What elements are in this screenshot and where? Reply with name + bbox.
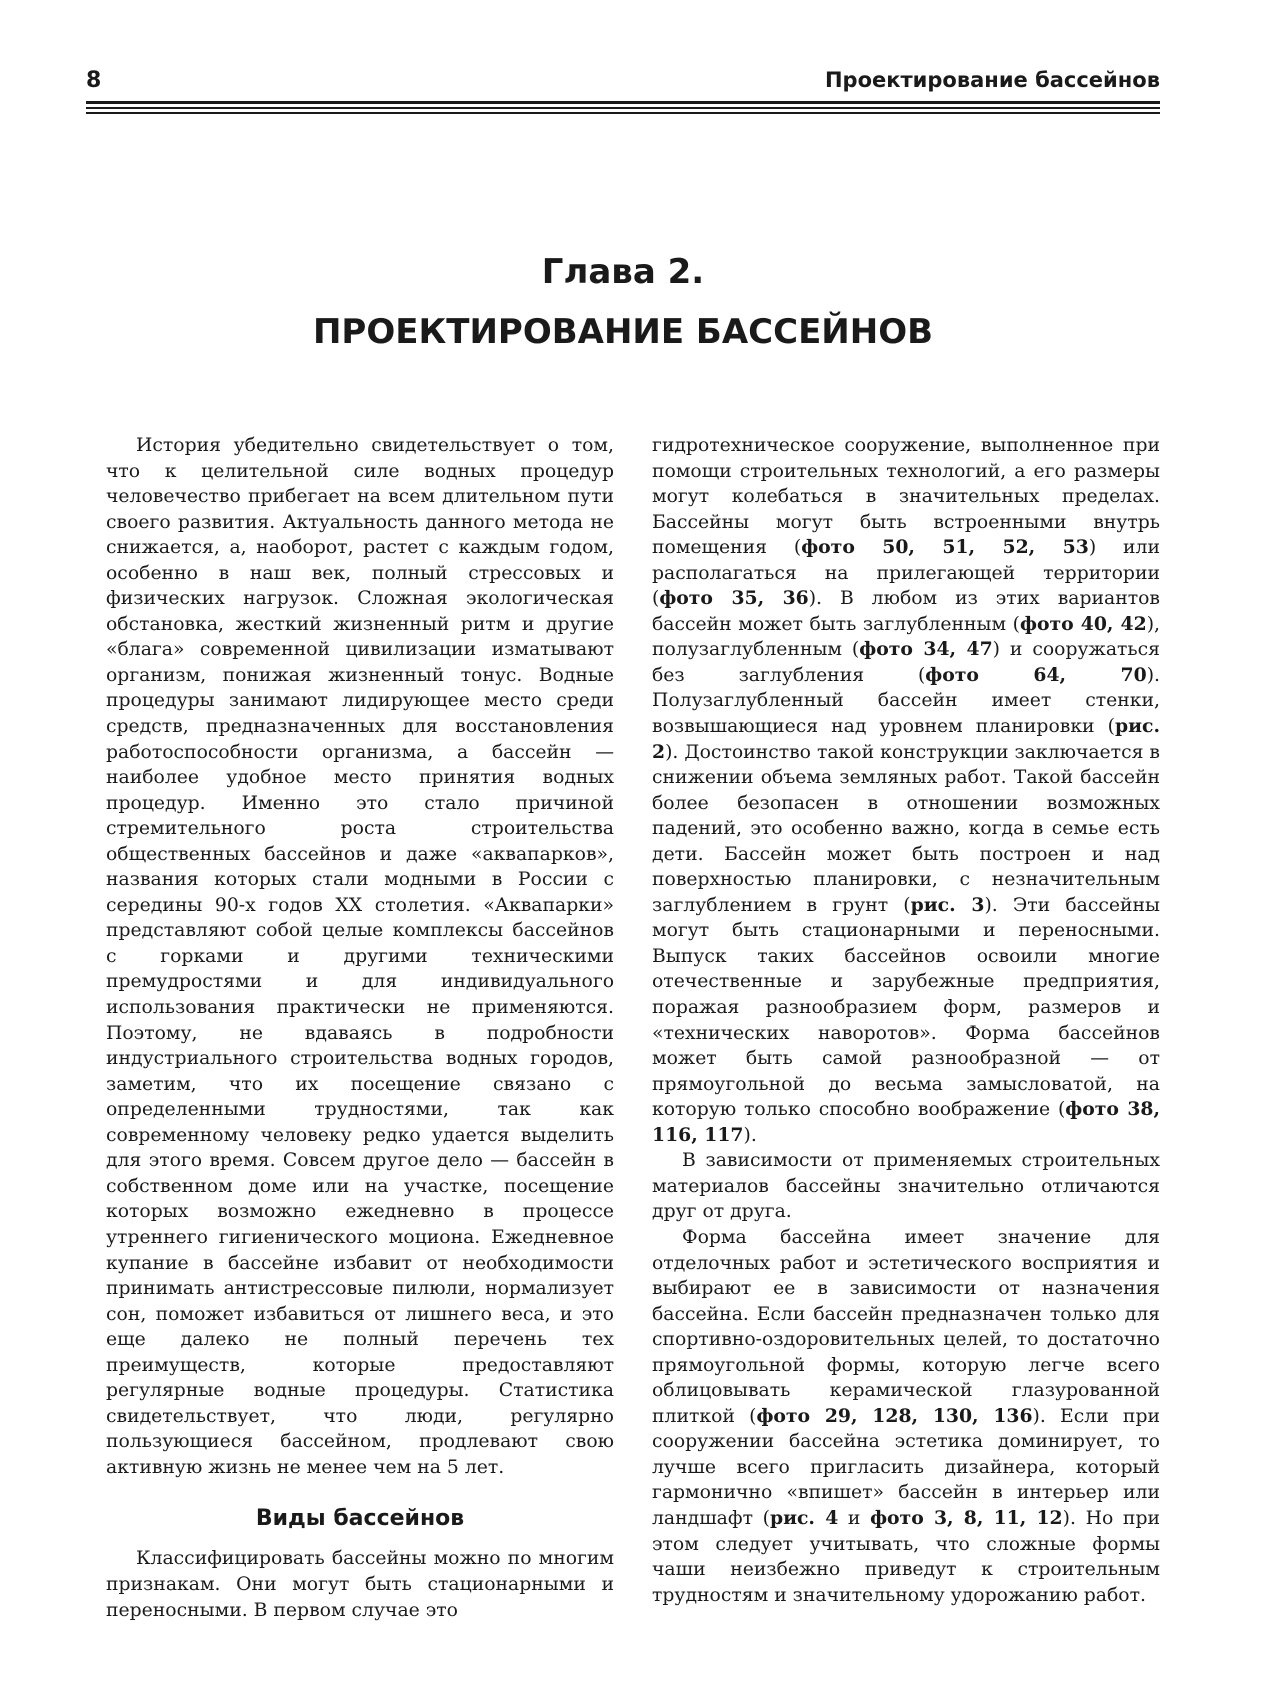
paragraph: История убедительно свидетельствует о том, что к целительной силе водных процедур человечество прибегает на всем длительном пути своего развития. Актуальность данного метода не снижается, а, наоборот, растет с каждым годом, особенно в наш век, полный стрессовых и физических нагрузок. Сложная экологическая обстановка, жесткий жизненный ритм и другие «блага» современной цивилизации изматывают организм, понижая жизненный тонус. Водные процедуры занимают лидирующее место среди средств, предназначенных для восстановления работоспособности организма, а бассейн — наиболее удобное место принятия водных процедур. Именно это стало причиной стремительного роста строительства общественных бассейнов и даже «аквапарков», названия которых стали модными в России с середины 90-х годов XX столетия. «Аквапарки» представляют собой целые комплексы бассейнов с горками и другими техническими премудростями и для индивидуального использования практически не применяются. Поэтому, не вдаваясь в подробности индустриального строительства водных городов, заметим, что их посещение связано с определенными трудностями, так как современному человеку редко удается выделить для этого время. Совсем другое дело — бассейн в собственном доме или на участке, посещение которых возможно ежедневно в процессе утреннего гигиенического моциона. Ежедневное купание в бассейне избавит от необходимости принимать антистрессовые пилюли, нормализует сон, поможет избавиться от лишнего веса, и это еще далеко не полный перечень тех преимуществ, которые предоставляют регулярные водные процедуры. Статистика свидетельствует, что люди, регулярно пользующиеся бассейном, продлевают свою активную жизнь не менее чем на 5 лет.	[106, 435, 614, 1478]
photo-reference: фото 40, 42	[1020, 612, 1147, 635]
text-run: ), полузаглубленным (	[652, 613, 1160, 661]
page-header	[86, 68, 1160, 98]
paragraph: Классифицировать бассейны можно по многим признакам. Они могут быть стационарными и переносными. В первом случае это	[106, 1548, 614, 1621]
running-title: Проектирование бассейнов	[824, 68, 1160, 92]
text-run: ). В любом из этих вариантов бассейн может быть заглубленным (	[652, 588, 1160, 635]
text-run: гидротехническое сооружение, выполненное при помощи строительных технологий, а его размеры могут колебаться в значительных пределах. Бассейны могут быть встроенными внутрь помещения (	[652, 435, 1160, 559]
paragraph	[652, 433, 1160, 1148]
photo-reference: фото 64, 70	[925, 663, 1147, 686]
paragraph: В зависимости от применяемых строительных материалов бассейны значительно отличаются друг от друга.	[652, 1150, 1160, 1223]
figure-reference: рис. 3	[910, 893, 985, 916]
header-rule	[86, 101, 1160, 104]
text-run: ). Полузаглубленный бассейн имеет стенки, возвышающиеся над уровнем планировки (	[652, 664, 1160, 738]
page-number: 8	[86, 68, 102, 93]
header-rule	[86, 107, 1160, 109]
text-run: ). Но при этом следует учитывать, что сложные формы чаши неизбежно приведут к строительным трудностям и значительному удорожанию работ.	[652, 1507, 1160, 1606]
text-run: и	[838, 1507, 871, 1529]
section-heading: Виды бассейнов	[255, 1506, 465, 1532]
photo-reference: фото 38, 116, 117	[652, 1098, 1161, 1146]
text-run: ). Достоинство такой конструкции заключается в снижении объема земляных работ. Такой бассейн более безопасен в отношении возможных падений, это особенно важно, когда в семье есть дети. Бассейн может быть построен и над поверхностью планировки, с незначительным заглублением в грунт (	[652, 741, 1160, 916]
photo-reference: фото 50, 51, 52, 53	[801, 536, 1089, 559]
text-run: ) или располагаться на прилегающей территории (	[652, 537, 1160, 610]
chapter-label: Глава 2.	[541, 252, 705, 292]
photo-reference: фото 35, 36	[659, 587, 809, 610]
text-run: Форма бассейна имеет значение для отделочных работ и эстетического восприятия и выбирают ее в зависимости от назначения бассейна. Если бассейн предназначен только для спортивно-оздоровительных целей, то достаточно прямоугольной формы, которую легче всего облицовывать керамической глазурованной плиткой (	[652, 1226, 1160, 1427]
right-column	[652, 433, 1160, 1608]
photo-reference: фото 34, 47	[859, 638, 993, 661]
text-run: ).	[743, 1124, 757, 1146]
photo-reference: фото 3, 8, 11, 12	[870, 1506, 1063, 1529]
photo-reference: фото 29, 128, 130, 136	[756, 1404, 1033, 1427]
figure-reference: рис. 4	[769, 1506, 839, 1529]
chapter-title: ПРОЕКТИРОВАНИЕ БАССЕЙНОВ	[312, 312, 934, 352]
text-run: ). Если при сооружении бассейна эстетика доминирует, то лучше всего пригласить дизайнера, который гармонично «впишет» бассейн в интерьер или ландшафт (	[652, 1405, 1160, 1529]
left-column	[106, 433, 614, 1623]
text-run: ). Эти бассейны могут быть стационарными и переносными. Выпуск таких бассейнов освоили многие отечественные и зарубежные предприятия, поражая разнообразием форм, размеров и «технических наворотов». Форма бассейнов может быть самой разнообразной — от прямоугольной до весьма замысловатой, на которую только способно воображение (	[652, 894, 1160, 1121]
text-run: ) и сооружаться без заглубления (	[652, 639, 1161, 686]
paragraph	[652, 1225, 1160, 1608]
figure-reference: рис. 2	[652, 715, 1160, 763]
header-rule	[86, 112, 1160, 114]
